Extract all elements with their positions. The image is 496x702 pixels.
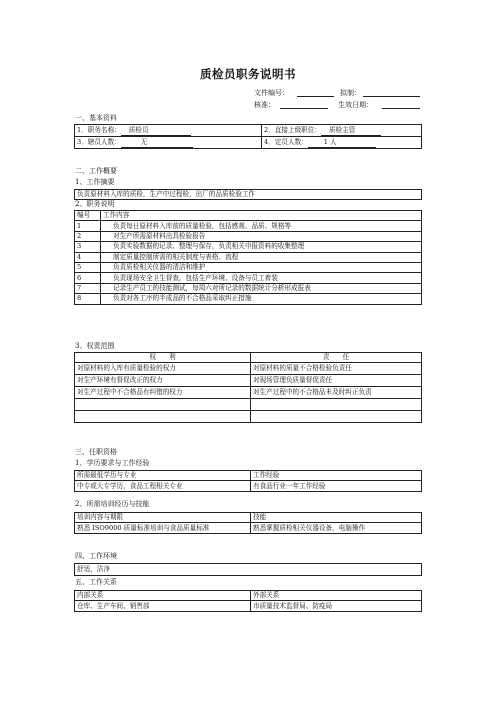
external-value: 市质量技术监督局、防疫局 — [251, 601, 422, 611]
right-text: 对生产过程中不合格品有纠错的权力 — [75, 387, 251, 399]
duty-row — [75, 242, 422, 252]
subordinates-label: 3．辖员人数： — [77, 137, 121, 146]
train-table — [74, 512, 422, 534]
duty-text: 对生产所需原材料出具检验报告 — [101, 231, 422, 241]
train-val1: 熟悉 ISO9000 质量标准培训与食品质量标准 — [75, 523, 251, 533]
rights-col-header: 权 利 — [75, 353, 251, 363]
effective-date-field[interactable] — [382, 100, 420, 109]
duty-row — [75, 221, 422, 231]
summary-text: 负责原材料入库的质检，生产中过程检，出厂的品质检验工作 — [75, 190, 422, 200]
edu-col1: 所需最低学历与专业 — [75, 471, 251, 481]
duty-no: 8 — [75, 294, 101, 304]
duty-text: 负责质检相关仪器的清洁和维护 — [101, 262, 422, 272]
page-title: 质检员职务说明书 — [200, 67, 296, 81]
duty-no: 4 — [75, 252, 101, 262]
duty-text: 记录生产员工的技能测试，每周六对所记录的数据统计分析形成报表 — [101, 283, 422, 293]
duty-text: 负责实验数据的记录、整理与保存，负责相关申报资料的收集整理 — [101, 242, 422, 252]
summary-table — [74, 189, 422, 200]
section5-heading: 五、工作关系 — [75, 578, 117, 586]
internal-label: 内部关系 — [75, 591, 251, 601]
edu-table — [74, 470, 422, 492]
duty-resp-text — [251, 399, 422, 411]
relations-table — [74, 590, 422, 612]
duty-resp-text: 对生产过程中的不合格品未及时纠正负责 — [251, 387, 422, 399]
train-heading: 2、所需培训经历与技能 — [75, 500, 150, 508]
section2-heading: 二、工作概要 — [75, 167, 117, 175]
duty-row — [75, 262, 422, 272]
basic-info-cell — [75, 125, 262, 137]
duty-row — [75, 283, 422, 293]
train-col1: 培训内容与期限 — [75, 513, 251, 523]
desc-heading: 2、职务说明 — [75, 200, 115, 208]
duties-col-content: 工作内容 — [101, 211, 422, 221]
approve-field[interactable] — [280, 100, 328, 109]
duty-no: 6 — [75, 273, 101, 283]
section1-heading: 一、基本资料 — [75, 114, 117, 122]
doc-no-label: 文件编号： — [254, 89, 289, 97]
environment-table — [74, 563, 422, 576]
duties-table — [74, 210, 422, 305]
duty-row — [75, 273, 422, 283]
duty-no: 5 — [75, 262, 101, 272]
duty-no: 7 — [75, 283, 101, 293]
duties-col-no: 编号 — [75, 211, 101, 221]
job-title-label: 1．职务名称： — [77, 125, 121, 134]
internal-value: 仓库、生产车间、销售部 — [75, 601, 251, 611]
duty-resp-text: 对原材料的质量不合格检验负责任 — [251, 363, 422, 375]
duty-no: 3 — [75, 242, 101, 252]
rights-heading: 3、权责范围 — [75, 342, 115, 350]
headcount-label: 4．定员人数： — [264, 137, 308, 146]
duty-text: 负责现场安全卫生督查，包括生产环境、设备与员工着装 — [101, 273, 422, 283]
rights-row — [75, 363, 422, 375]
duty-row — [75, 231, 422, 241]
duty-resp-text — [251, 411, 422, 423]
duty-row — [75, 252, 422, 262]
duty-col-header: 责 任 — [251, 353, 422, 363]
rights-row — [75, 387, 422, 399]
drafter-field[interactable] — [363, 88, 420, 97]
drafter-label: 拟制： — [340, 89, 361, 97]
headcount-value: 1 人 — [308, 138, 376, 148]
job-title-value: 质检员 — [121, 126, 191, 136]
duty-resp-text: 对现场管理负质量督促责任 — [251, 375, 422, 387]
basic-info-cell — [75, 137, 262, 149]
supervisor-label: 2．直接上级职位： — [264, 125, 321, 134]
environment-value: 舒适，洁净 — [75, 564, 422, 576]
right-text: 对生产环境有督促改正的权力 — [75, 375, 251, 387]
rights-table — [74, 352, 422, 423]
right-text — [75, 411, 251, 423]
basic-info-cell — [262, 125, 422, 137]
section3-heading: 三、任职资格 — [75, 448, 117, 456]
basic-info-cell — [262, 137, 422, 149]
effective-date-label: 生效日期： — [338, 101, 373, 109]
train-val2: 熟悉掌握质检相关仪器设备，电脑操作 — [251, 523, 422, 533]
doc-no-field[interactable] — [297, 88, 334, 97]
summary-heading: 1、工作摘要 — [75, 178, 115, 186]
edu-heading: 1、学历要求与工作经验 — [75, 459, 150, 467]
section4-heading: 四、工作环境 — [75, 552, 117, 560]
rights-row — [75, 411, 422, 423]
edu-val1: 中专或大专学历，食品工程相关专业 — [75, 481, 251, 491]
rights-row — [75, 375, 422, 387]
edu-val2: 有食品行业一年工作经验 — [251, 481, 422, 491]
duty-text: 负责对各工序的半成品的不合格品采取纠正措施 — [101, 294, 422, 304]
basic-info-table — [74, 124, 422, 149]
duty-text: 负责每日原材料入库前的质量检验，包括感观、品质、规格等 — [101, 221, 422, 231]
edu-col2: 工作经验 — [251, 471, 422, 481]
duty-no: 1 — [75, 221, 101, 231]
duty-no: 2 — [75, 231, 101, 241]
right-text: 对原材料的入库有质量检验的权力 — [75, 363, 251, 375]
supervisor-value: 质检主管 — [321, 126, 381, 136]
duty-row — [75, 294, 422, 304]
right-text — [75, 399, 251, 411]
train-col2: 技能 — [251, 513, 422, 523]
approve-label: 核准： — [254, 101, 275, 109]
duty-text: 制定质量控制所需的相关制度与表格、流程 — [101, 252, 422, 262]
external-label: 外部关系 — [251, 591, 422, 601]
subordinates-value: 无 — [121, 138, 193, 148]
rights-row — [75, 399, 422, 411]
